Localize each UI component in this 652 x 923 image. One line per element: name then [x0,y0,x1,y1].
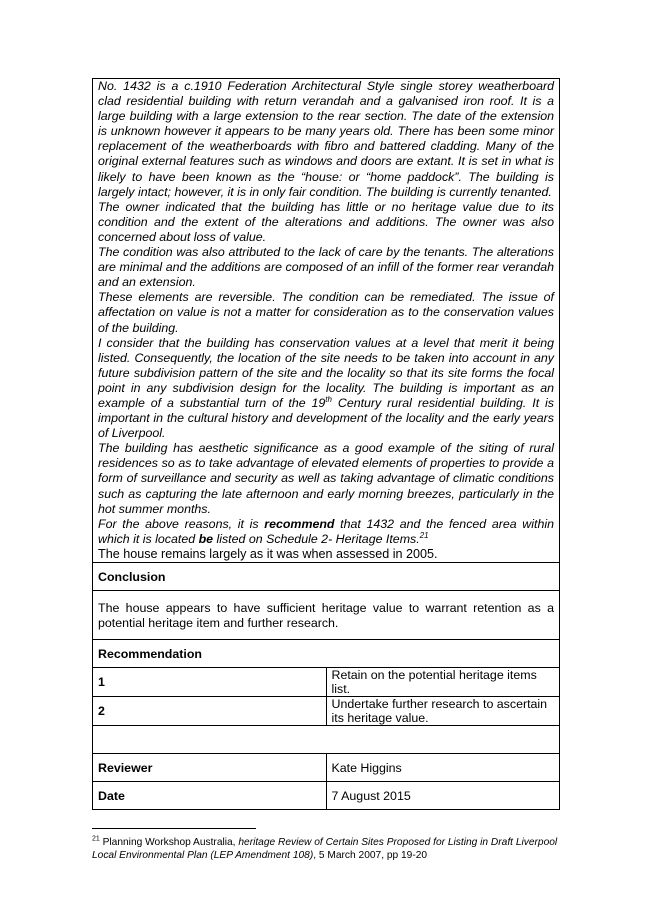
body-row [93,79,560,563]
paragraph-recommendation [98,517,554,547]
reviewer-row [93,754,560,782]
text-span: listed on Schedule 2- Heritage Items. [213,531,420,546]
paragraph-conservation [98,336,554,442]
text-span: that 1432 and the fenced area within which it is located [98,516,554,546]
recommendation-row [93,697,560,726]
recommendation-number: 1 [93,668,327,697]
assessment-text-cell [93,79,560,563]
text-span: I consider that the building has conservation values at a level that merit it being listed. Consequently, the location of the site needs to be taken into account in any future subdivision pattern of the site and the locality so that its site forms the focal point in any subdivision design for the locality. The building is important as an example of a substantial turn of the 19 [98,335,554,410]
footnote-text: Planning Workshop Australia, [99,837,239,848]
paragraph-status: The house remains largely as it was when assessed in 2005. [98,546,438,561]
footnote-ref[interactable]: 21 [419,530,429,540]
paragraph-owner: The owner indicated that the building has little or no heritage value due to its condition and the extent of the alterations and additions. The owner was also concerned about loss of value. [98,199,554,244]
footnote-number: 21 [92,835,100,843]
recommendation-heading-row [93,640,560,668]
text-span: Century rural residential building. It is important in the cultural history and development of the locality and the early years of Liverpool. [98,395,555,441]
paragraph-reversible: These elements are reversible. The condition can be remediated. The issue of affectation on value is not a matter for consideration as to the conservation values of the building. [98,290,554,335]
text-span: For the above reasons, it is [98,516,265,531]
footnote-title: heritage Review of Certain Sites Proposed for Listing in Draft Liverpool Local Environmental Plan (LEP Amendment 108) [92,837,558,861]
conclusion-heading-row [93,563,560,591]
footnote-separator [92,828,256,829]
footnote-text: , 5 March 2007, pp 19-20 [313,850,428,861]
superscript: th [325,394,332,404]
recommendation-text: Undertake further research to ascertain its heritage value. [326,697,560,726]
empty-cell [93,726,560,754]
reviewer-label: Reviewer [93,754,327,782]
conclusion-text-row [93,591,560,640]
bold-text: recommend [264,516,335,531]
paragraph-description: No. 1432 is a c.1910 Federation Architectural Style single storey weatherboard clad residential building with return verandah and a galvanised iron roof. It is a large building with a large extension to the rear section. The date of the extension is unknown however it appears to be many years old. There has been some minor replacement of the weatherboards with fibro and battered cladding. Many of the original external features such as windows and doors are extant. It is set in what is likely to have been known as the “house: or “home paddock”. The building is largely intact; however, it is in only fair condition. The building is currently tenanted. [98,79,554,199]
document-page [92,78,560,810]
recommendation-number: 2 [93,697,327,726]
heritage-assessment-table [92,78,560,810]
date-label: Date [93,782,327,810]
paragraph-condition: The condition was also attributed to the lack of care by the tenants. The alterations are minimal and the additions are composed of an infill of the former rear verandah and an extension. [98,245,554,290]
footnote [92,836,560,862]
empty-row [93,726,560,754]
recommendation-row [93,668,560,697]
reviewer-value: Kate Higgins [326,754,560,782]
date-row [93,782,560,810]
recommendation-text: Retain on the potential heritage items list. [326,668,560,697]
bold-text: be [198,531,214,546]
paragraph-aesthetic: The building has aesthetic significance as a good example of the siting of rural residences so as to take advantage of elevated elements of properties to provide a form of surveillance and security as well as taking advantage of climatic conditions such as capturing the late afternoon and early morning breezes, particularly in the hot summer months. [98,441,554,516]
conclusion-heading: Conclusion [93,563,560,591]
conclusion-text: The house appears to have sufficient heritage value to warrant retention as a potential heritage item and further research. [93,591,560,640]
date-value: 7 August 2015 [326,782,560,810]
recommendation-heading: Recommendation [93,640,560,668]
